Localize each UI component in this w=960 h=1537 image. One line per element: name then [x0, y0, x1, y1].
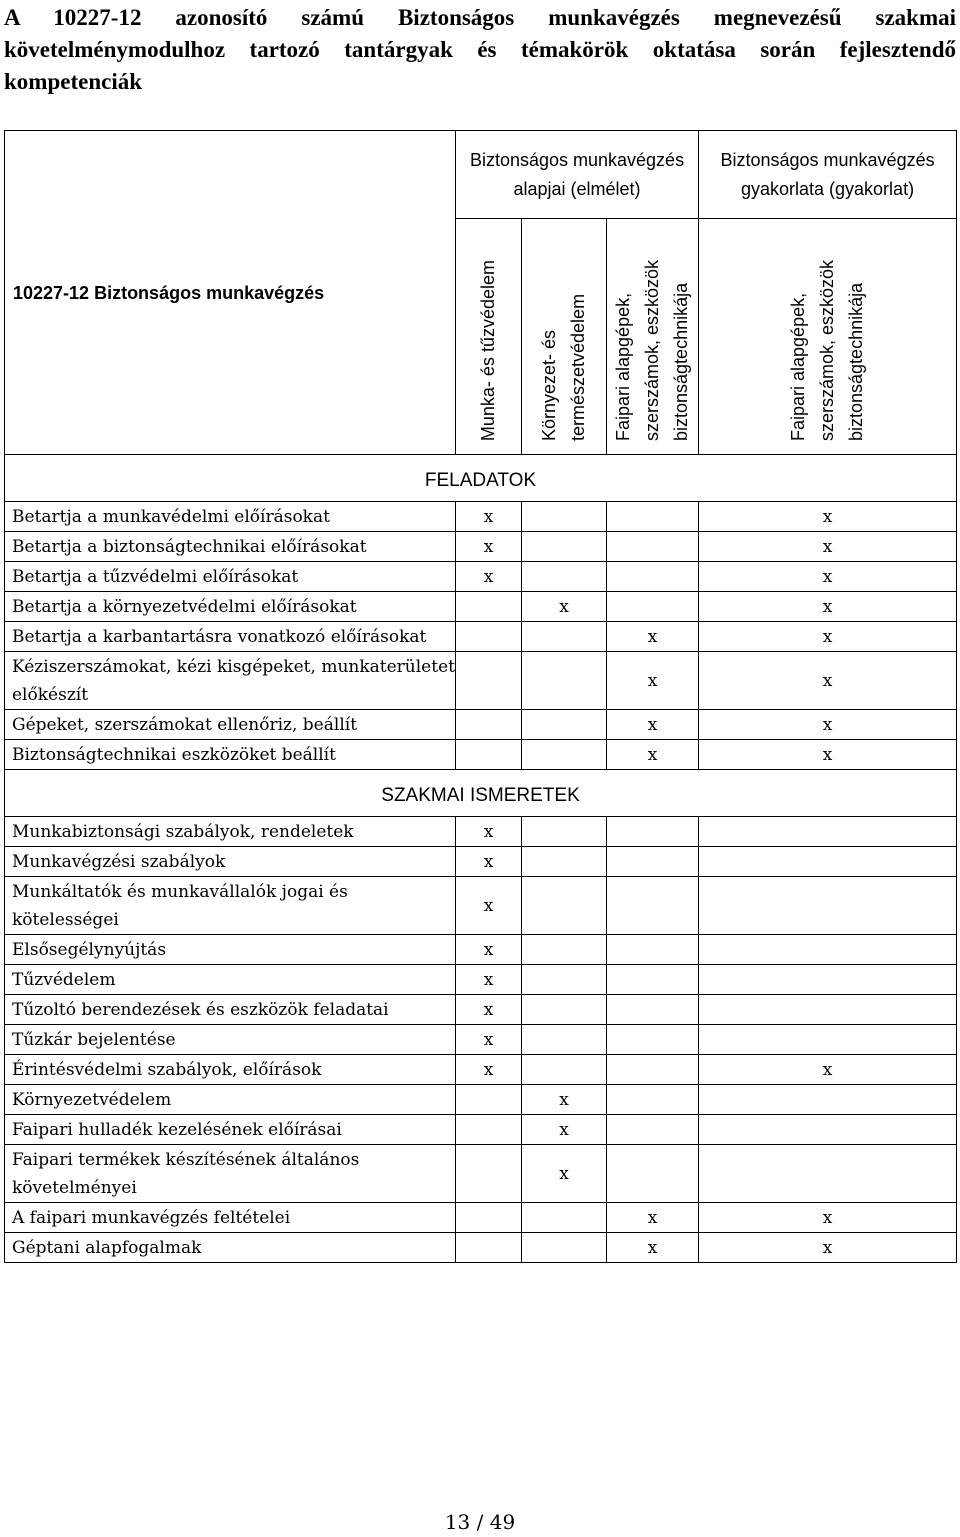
- row-label: A faipari munkavégzés feltételei: [5, 1203, 456, 1233]
- mark-cell: [456, 1145, 522, 1203]
- mark-cell: [456, 1085, 522, 1115]
- mark-cell: x: [607, 740, 699, 770]
- mark-cell: x: [699, 1055, 957, 1085]
- mark-cell: x: [522, 1085, 607, 1115]
- table-row: [5, 1055, 957, 1085]
- mark-cell: x: [607, 622, 699, 652]
- mark-cell: [522, 847, 607, 877]
- topic-header: Faipari alapgépek, szerszámok, eszközök biztonságtechnikája: [788, 259, 867, 441]
- module-name: 10227-12 Biztonságos munkavégzés: [5, 131, 456, 455]
- mark-cell: x: [607, 1233, 699, 1263]
- mark-cell: [699, 995, 957, 1025]
- mark-cell: [456, 652, 522, 710]
- table-row: [5, 1085, 957, 1115]
- row-label: Érintésvédelmi szabályok, előírások: [5, 1055, 456, 1085]
- mark-cell: [607, 965, 699, 995]
- row-label: Elsősegélynyújtás: [5, 935, 456, 965]
- mark-cell: x: [699, 592, 957, 622]
- section-heading-row: [5, 770, 957, 817]
- mark-cell: [699, 1115, 957, 1145]
- table-row: [5, 847, 957, 877]
- row-label: Faipari hulladék kezelésének előírásai: [5, 1115, 456, 1145]
- row-label: Munkabiztonsági szabályok, rendeletek: [5, 817, 456, 847]
- mark-cell: [699, 1025, 957, 1055]
- row-label: Betartja a munkavédelmi előírásokat: [5, 502, 456, 532]
- section-heading: SZAKMAI ISMERETEK: [5, 770, 957, 817]
- mark-cell: x: [699, 1203, 957, 1233]
- mark-cell: [522, 562, 607, 592]
- mark-cell: [607, 1085, 699, 1115]
- row-label: Munkavégzési szabályok: [5, 847, 456, 877]
- row-label: Betartja a környezetvédelmi előírásokat: [5, 592, 456, 622]
- table-row: [5, 1025, 957, 1055]
- topic-header: Munka- és tűzvédelem: [478, 259, 498, 441]
- table-row: [5, 1115, 957, 1145]
- page-number: 13 / 49: [444, 1510, 516, 1534]
- mark-cell: [522, 877, 607, 935]
- table-row: [5, 532, 957, 562]
- mark-cell: [522, 1025, 607, 1055]
- mark-cell: x: [699, 502, 957, 532]
- mark-cell: [522, 710, 607, 740]
- mark-cell: x: [456, 995, 522, 1025]
- table-row: [5, 502, 957, 532]
- mark-cell: x: [456, 877, 522, 935]
- subject-group-theory: Biztonságos munkavégzés alapjai (elmélet): [456, 131, 699, 219]
- mark-cell: [607, 935, 699, 965]
- mark-cell: [522, 652, 607, 710]
- table-row: [5, 817, 957, 847]
- row-label: Tűzoltó berendezések és eszközök feladatai: [5, 995, 456, 1025]
- row-label: Biztonságtechnikai eszközöket beállít: [5, 740, 456, 770]
- mark-cell: x: [456, 817, 522, 847]
- mark-cell: [607, 1055, 699, 1085]
- table-row: [5, 1203, 957, 1233]
- mark-cell: [522, 532, 607, 562]
- competency-table: [4, 130, 957, 1263]
- row-label: Tűzvédelem: [5, 965, 456, 995]
- page-title: A 10227-12 azonosító számú Biztonságos munkavégzés megnevezésű szakmai követelménymodulhoz tartozó tantárgyak és témakörök oktatása során fejlesztendő kompetenciák: [4, 5, 956, 94]
- mark-cell: x: [699, 710, 957, 740]
- mark-cell: [522, 995, 607, 1025]
- row-label: Betartja a biztonságtechnikai előírásokat: [5, 532, 456, 562]
- mark-cell: x: [699, 740, 957, 770]
- mark-cell: x: [456, 1025, 522, 1055]
- mark-cell: x: [699, 562, 957, 592]
- row-label: Betartja a karbantartásra vonatkozó előírásokat: [5, 622, 456, 652]
- mark-cell: [607, 995, 699, 1025]
- mark-cell: x: [699, 652, 957, 710]
- mark-cell: [522, 740, 607, 770]
- mark-cell: [522, 1203, 607, 1233]
- mark-cell: [699, 965, 957, 995]
- table-row: [5, 562, 957, 592]
- mark-cell: [522, 817, 607, 847]
- section-heading: FELADATOK: [5, 455, 957, 502]
- row-label: Gépeket, szerszámokat ellenőriz, beállít: [5, 710, 456, 740]
- mark-cell: [699, 847, 957, 877]
- mark-cell: [522, 1233, 607, 1263]
- mark-cell: x: [522, 1115, 607, 1145]
- topic-header-cell: [699, 219, 957, 455]
- mark-cell: x: [456, 847, 522, 877]
- table-row: [5, 592, 957, 622]
- mark-cell: [522, 1055, 607, 1085]
- mark-cell: [699, 1085, 957, 1115]
- row-label: Faipari termékek készítésének általános követelményei: [5, 1145, 456, 1203]
- mark-cell: x: [456, 935, 522, 965]
- mark-cell: [607, 532, 699, 562]
- table-row: [5, 740, 957, 770]
- mark-cell: [607, 817, 699, 847]
- mark-cell: x: [607, 652, 699, 710]
- mark-cell: [456, 740, 522, 770]
- topic-header-cell: [607, 219, 699, 455]
- mark-cell: [607, 562, 699, 592]
- row-label: Tűzkár bejelentése: [5, 1025, 456, 1055]
- topic-header: Környezet- és természetvédelem: [539, 293, 588, 441]
- mark-cell: [699, 817, 957, 847]
- mark-cell: x: [456, 965, 522, 995]
- table-row: [5, 877, 957, 935]
- row-label: Környezetvédelem: [5, 1085, 456, 1115]
- row-label: Munkáltatók és munkavállalók jogai és kötelességei: [5, 877, 456, 935]
- mark-cell: x: [699, 622, 957, 652]
- mark-cell: x: [456, 502, 522, 532]
- mark-cell: [607, 877, 699, 935]
- mark-cell: x: [607, 710, 699, 740]
- mark-cell: [456, 1203, 522, 1233]
- mark-cell: [607, 1115, 699, 1145]
- mark-cell: [522, 502, 607, 532]
- mark-cell: [607, 847, 699, 877]
- mark-cell: x: [456, 1055, 522, 1085]
- mark-cell: [699, 935, 957, 965]
- mark-cell: x: [699, 532, 957, 562]
- mark-cell: [699, 1145, 957, 1203]
- table-row: [5, 652, 957, 710]
- mark-cell: [699, 877, 957, 935]
- mark-cell: [522, 622, 607, 652]
- mark-cell: [456, 622, 522, 652]
- mark-cell: [522, 935, 607, 965]
- mark-cell: x: [522, 1145, 607, 1203]
- table-row: [5, 1145, 957, 1203]
- table-row: [5, 995, 957, 1025]
- section-heading-row: [5, 455, 957, 502]
- row-label: Géptani alapfogalmak: [5, 1233, 456, 1263]
- mark-cell: [522, 965, 607, 995]
- topic-header: Faipari alapgépek, szerszámok, eszközök biztonságtechnikája: [613, 259, 692, 441]
- row-label: Betartja a tűzvédelmi előírásokat: [5, 562, 456, 592]
- mark-cell: [607, 1025, 699, 1055]
- table-row: [5, 710, 957, 740]
- mark-cell: [456, 592, 522, 622]
- mark-cell: x: [607, 1203, 699, 1233]
- mark-cell: [607, 1145, 699, 1203]
- topic-header-cell: [456, 219, 522, 455]
- mark-cell: x: [456, 562, 522, 592]
- table-row: [5, 622, 957, 652]
- row-label: Kéziszerszámokat, kézi kisgépeket, munkaterületet előkészít: [5, 652, 456, 710]
- table-row: [5, 935, 957, 965]
- table-row: [5, 1233, 957, 1263]
- mark-cell: [456, 1233, 522, 1263]
- mark-cell: [607, 502, 699, 532]
- mark-cell: [456, 1115, 522, 1145]
- mark-cell: x: [522, 592, 607, 622]
- subject-group-practice: Biztonságos munkavégzés gyakorlata (gyakorlat): [699, 131, 957, 219]
- topic-header-cell: [522, 219, 607, 455]
- mark-cell: x: [456, 532, 522, 562]
- mark-cell: [607, 592, 699, 622]
- mark-cell: [456, 710, 522, 740]
- table-row: [5, 965, 957, 995]
- mark-cell: x: [699, 1233, 957, 1263]
